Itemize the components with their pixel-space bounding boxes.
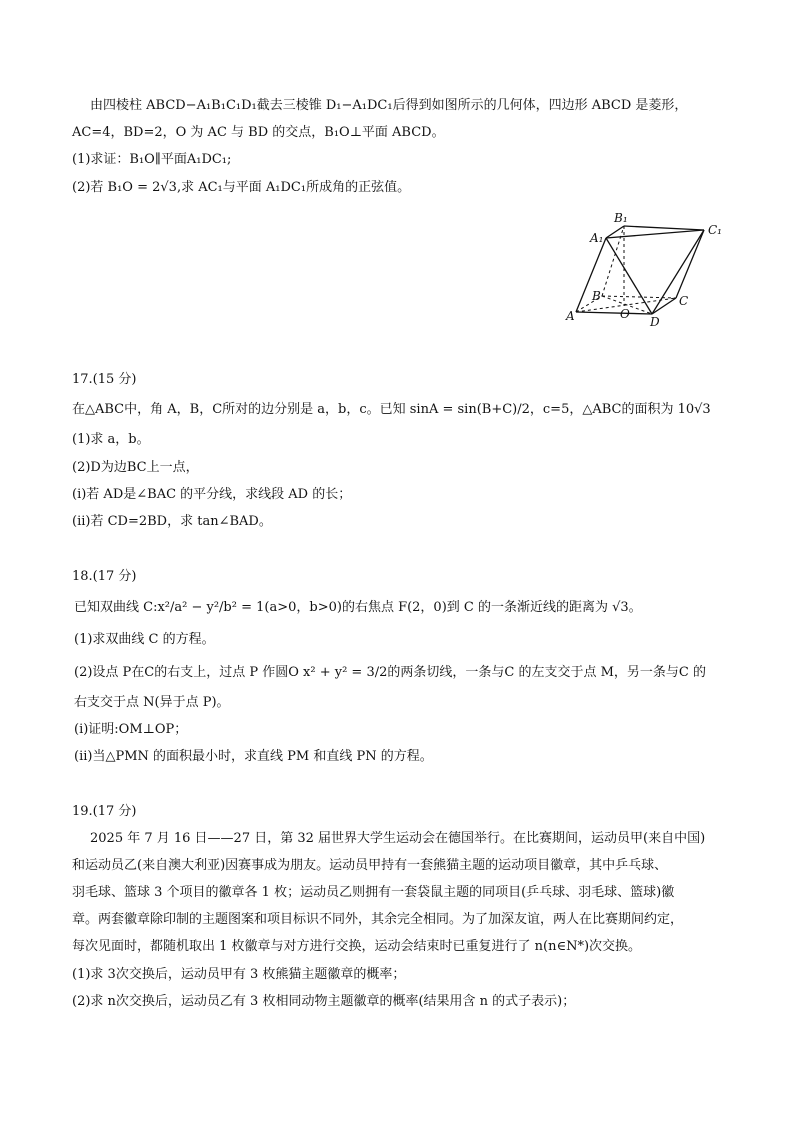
- geometry-figure: [562, 208, 732, 328]
- p19-line-2: 和运动员乙(来自澳大利亚)因赛事成为朋友。运动员甲持有一套熊猫主题的运动项目徽章，其中乒乓球、: [72, 858, 668, 873]
- label-D: D: [650, 315, 660, 328]
- label-C1: C₁: [708, 223, 722, 237]
- solid-diagram: [562, 208, 732, 328]
- edge-A-A1: [576, 238, 606, 312]
- edge-C-C1: [676, 230, 704, 298]
- label-A1: A₁: [590, 231, 604, 245]
- p19-question-2: (2)求 n次交换后，运动员乙有 3 枚相同动物主题徽章的概率(结果用含 n 的式子表示)；: [72, 994, 576, 1009]
- p16-question-1: (1)求证：B₁O∥平面A₁DC₁;: [72, 152, 232, 167]
- p17-question-2ii: (ii)若 CD=2BD，求 tan∠BAD。: [72, 514, 272, 529]
- label-O: O: [620, 307, 630, 321]
- edge-D-C1: [652, 230, 704, 314]
- p19-line-5: 每次见面时，都随机取出 1 枚徽章与对方进行交换，运动会结束时已重复进行了 n(n∈N*)次交换。: [72, 939, 642, 954]
- p17-question-1: (1)求 a，b。: [72, 432, 150, 447]
- p19-line-1: 2025 年 7 月 16 日——27 日，第 32 届世界大学生运动会在德国举行。在比赛期间，运动员甲(来自中国): [90, 831, 706, 846]
- edge-B-B1: [602, 226, 624, 296]
- label-B1: B₁: [614, 211, 628, 225]
- p19-line-4: 章。两套徽章除印制的主题图案和项目标识不同外，其余完全相同。为了加深友谊，两人在比赛期间约定，: [72, 912, 684, 927]
- p18-question-2ii: (ii)当△PMN 的面积最小时，求直线 PM 和直线 PN 的方程。: [74, 749, 433, 764]
- p17-question-2: (2)D为边BC上一点，: [72, 460, 199, 475]
- edge-A1-D: [606, 238, 652, 314]
- edge-B-C: [602, 296, 676, 298]
- edge-A-D: [576, 312, 652, 314]
- label-B: B: [592, 289, 601, 303]
- p18-line-1: 已知双曲线 C:x²/a² − y²/b² = 1(a>0，b>0)的右焦点 F(2，0)到 C 的一条渐近线的距离为 √3。: [74, 600, 642, 615]
- p19-line-3: 羽毛球、篮球 3 个项目的徽章各 1 枚；运动员乙则拥有一套袋鼠主题的同项目(乒乓球、羽毛球、篮球)徽: [72, 885, 675, 900]
- p18-question-2i: (i)证明:OM⊥OP；: [74, 722, 188, 737]
- p18-question-1: (1)求双曲线 C 的方程。: [74, 632, 215, 647]
- p16-question-2: (2)若 B₁O = 2√3,求 AC₁与平面 A₁DC₁所成角的正弦值。: [72, 180, 411, 195]
- label-C: C: [679, 294, 689, 308]
- p16-line-2: AC=4，BD=2，O 为 AC 与 BD 的交点，B₁O⊥平面 ABCD。: [72, 125, 445, 140]
- p19-question-1: (1)求 3次交换后，运动员甲有 3 枚熊猫主题徽章的概率；: [72, 967, 406, 982]
- p18-heading: 18.(17 分): [72, 569, 137, 584]
- p17-line-1: 在△ABC中，角 A，B，C所对的边分别是 a，b，c。已知 sinA = sin(B+C)/2，c=5，△ABC的面积为 10√3: [72, 402, 711, 417]
- p18-question-2a: (2)设点 P在C的右支上，过点 P 作圆O x² + y² = 3/2的两条切线，一条与C 的左支交于点 M，另一条与C 的: [74, 665, 706, 680]
- p18-question-2b: 右支交于点 N(异于点 P)。: [74, 695, 230, 710]
- edge-B1-C1: [624, 226, 704, 230]
- p17-heading: 17.(15 分): [72, 372, 137, 387]
- label-A: A: [566, 309, 575, 323]
- p19-heading: 19.(17 分): [72, 804, 137, 819]
- p16-line-1: 由四棱柱 ABCD−A₁B₁C₁D₁截去三棱锥 D₁−A₁DC₁后得到如图所示的几何体，四边形 ABCD 是菱形，: [90, 98, 688, 113]
- p17-question-2i: (i)若 AD是∠BAC 的平分线，求线段 AD 的长；: [72, 487, 352, 502]
